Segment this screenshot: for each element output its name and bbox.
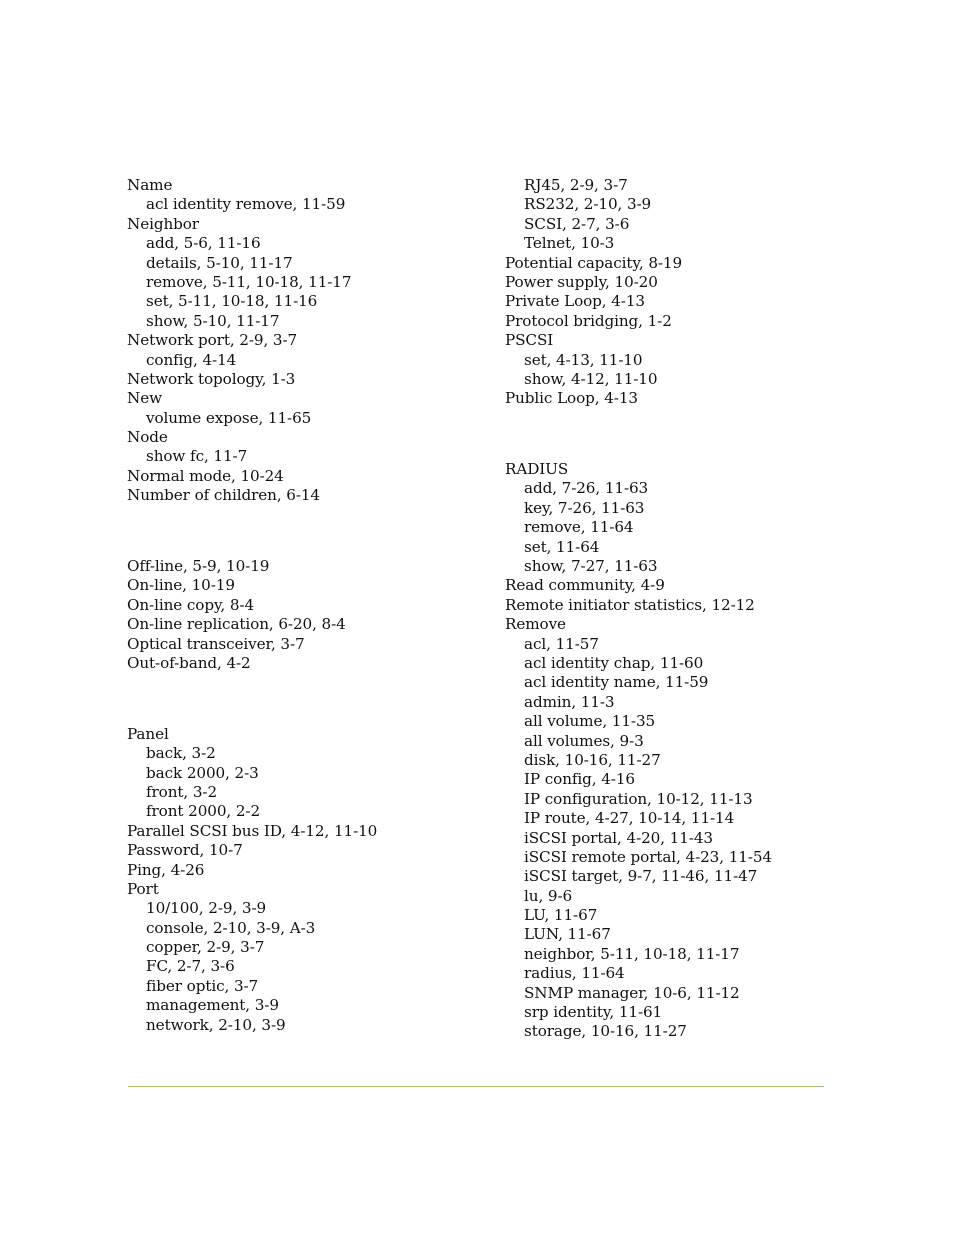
index-entry: Public Loop, 4-13: [505, 389, 638, 408]
index-subentry: console, 2-10, 3-9, A-3: [146, 918, 316, 937]
index-entry: Network port, 2-9, 3-7: [127, 331, 298, 350]
index-subentry: front 2000, 2-2: [146, 802, 261, 821]
index-entry: Read community, 4-9: [505, 576, 665, 595]
index-entry: Node: [127, 428, 168, 447]
index-subentry: details, 5-10, 11-17: [146, 253, 293, 272]
index-subentry: iSCSI portal, 4-20, 11-43: [524, 828, 713, 847]
index-entry: Name: [127, 176, 173, 194]
index-subentry: remove, 11-64: [524, 518, 634, 537]
footer-rule: [128, 1086, 824, 1087]
index-subentry: all volumes, 9-3: [524, 731, 644, 750]
index-subentry: FC, 2-7, 3-6: [146, 957, 235, 976]
index-entry: Potential capacity, 8-19: [505, 253, 683, 272]
index-entry: Off-line, 5-9, 10-19: [127, 557, 270, 576]
index-subentry: all volume, 11-35: [524, 712, 656, 731]
index-subentry: 10/100, 2-9, 3-9: [146, 899, 267, 918]
index-subentry: fiber optic, 3-7: [146, 976, 259, 995]
index-subentry: remove, 5-11, 10-18, 11-17: [146, 272, 352, 291]
index-entry: Out-of-band, 4-2: [127, 653, 251, 672]
index-entry: Power supply, 10-20: [505, 272, 658, 291]
index-subentry: set, 5-11, 10-18, 11-16: [146, 292, 318, 311]
index-subentry: radius, 11-64: [524, 964, 625, 983]
index-entry: On-line replication, 6-20, 8-4: [127, 615, 346, 634]
index-subentry: acl identity name, 11-59: [524, 673, 709, 692]
index-entry: Neighbor: [127, 214, 199, 233]
index-subentry: storage, 10-16, 11-27: [524, 1022, 687, 1041]
index-subentry: acl, 11-57: [524, 634, 599, 653]
index-entry: On-line copy, 8-4: [127, 595, 255, 614]
index-entry: Network topology, 1-3: [127, 369, 296, 388]
index-entry: Parallel SCSI bus ID, 4-12, 11-10: [127, 821, 378, 840]
index-entry: Number of children, 6-14: [127, 486, 320, 505]
index-subentry: show fc, 11-7: [146, 447, 248, 466]
index-subentry: copper, 2-9, 3-7: [146, 938, 265, 957]
index-subentry: set, 11-64: [524, 537, 600, 556]
index-subentry: neighbor, 5-11, 10-18, 11-17: [524, 944, 740, 963]
index-entry: Optical transceiver, 3-7: [127, 634, 305, 653]
index-subentry: LUN, 11-67: [524, 925, 611, 944]
index-entry: On-line, 10-19: [127, 576, 235, 595]
index-subentry: acl identity chap, 11-60: [524, 653, 704, 672]
index-subentry: back 2000, 2-3: [146, 763, 259, 782]
index-subentry: iSCSI target, 9-7, 11-46, 11-47: [524, 867, 758, 886]
index-subentry: SNMP manager, 10-6, 11-12: [524, 983, 740, 1002]
index-entry: PSCSI: [505, 331, 554, 350]
index-entry: Remote initiator statistics, 12-12: [505, 595, 755, 614]
index-subentry: set, 4-13, 11-10: [524, 350, 643, 369]
index-entry: New: [127, 389, 162, 408]
section-gap: [505, 409, 835, 460]
index-subentry: RJ45, 2-9, 3-7: [524, 176, 628, 194]
index-subentry: lu, 9-6: [524, 886, 573, 905]
index-column-left: [127, 176, 477, 1035]
index-entry: Password, 10-7: [127, 841, 243, 860]
index-entry: Private Loop, 4-13: [505, 292, 645, 311]
index-entry: Protocol bridging, 1-2: [505, 311, 672, 330]
index-subentry: disk, 10-16, 11-27: [524, 750, 661, 769]
index-subentry: network, 2-10, 3-9: [146, 1015, 286, 1034]
section-gap: [127, 506, 477, 557]
index-subentry: Telnet, 10-3: [524, 234, 615, 253]
index-subentry: IP configuration, 10-12, 11-13: [524, 789, 753, 808]
index-subentry: RS232, 2-10, 3-9: [524, 195, 652, 214]
index-entry: Normal mode, 10-24: [127, 466, 284, 485]
index-subentry: IP config, 4-16: [524, 770, 635, 789]
index-subentry: show, 4-12, 11-10: [524, 369, 658, 388]
index-column-right: [505, 176, 835, 1042]
index-subentry: LU, 11-67: [524, 906, 598, 925]
index-subentry: acl identity remove, 11-59: [146, 195, 346, 214]
index-subentry: management, 3-9: [146, 996, 279, 1015]
index-subentry: key, 7-26, 11-63: [524, 498, 645, 517]
index-subentry: iSCSI remote portal, 4-23, 11-54: [524, 847, 772, 866]
index-subentry: show, 5-10, 11-17: [146, 311, 280, 330]
index-subentry: back, 3-2: [146, 744, 216, 763]
index-subentry: add, 5-6, 11-16: [146, 234, 261, 253]
index-subentry: front, 3-2: [146, 782, 218, 801]
index-subentry: admin, 11-3: [524, 692, 615, 711]
index-subentry: volume expose, 11-65: [146, 408, 312, 427]
index-subentry: IP route, 4-27, 10-14, 11-14: [524, 809, 735, 828]
index-subentry: add, 7-26, 11-63: [524, 479, 649, 498]
index-subentry: SCSI, 2-7, 3-6: [524, 214, 630, 233]
index-entry: Port: [127, 879, 159, 898]
index-entry: RADIUS: [505, 460, 569, 479]
index-subentry: show, 7-27, 11-63: [524, 557, 658, 576]
index-entry: Remove: [505, 615, 566, 634]
index-subentry: config, 4-14: [146, 350, 237, 369]
index-entry: Ping, 4-26: [127, 860, 205, 879]
index-subentry: srp identity, 11-61: [524, 1003, 663, 1022]
index-entry: Panel: [127, 724, 169, 743]
section-gap: [127, 673, 477, 724]
